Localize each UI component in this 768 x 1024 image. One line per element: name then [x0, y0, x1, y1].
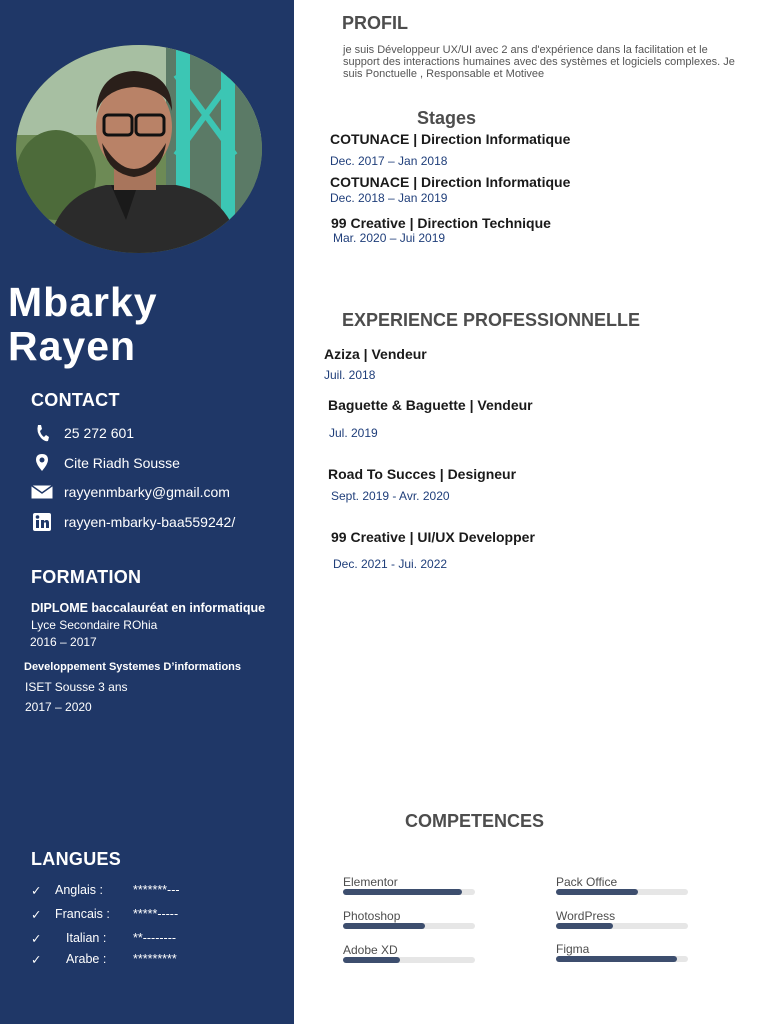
competences-title: COMPETENCES — [405, 811, 545, 831]
check-icon: ✓ — [31, 932, 42, 946]
last-name: Rayen — [8, 323, 137, 369]
stage-title: COTUNACE | Direction Informatique — [330, 131, 571, 147]
skill-name: WordPress — [556, 909, 616, 923]
skill-item — [556, 942, 688, 962]
skill-name: Figma — [556, 942, 590, 956]
language-level: **-------- — [133, 931, 177, 945]
langues-title: LANGUES — [31, 849, 122, 869]
skill-bar — [343, 889, 475, 895]
formation-dates: 2017 – 2020 — [25, 700, 92, 714]
skill-name: Adobe XD — [343, 943, 398, 957]
skill-fill — [556, 956, 677, 962]
skill-fill — [343, 923, 425, 929]
phone-icon — [31, 423, 53, 443]
skill-fill — [556, 889, 638, 895]
formation-school: ISET Sousse 3 ans — [25, 680, 128, 694]
language-name: Arabe : — [66, 952, 107, 966]
location-pin-icon — [31, 453, 53, 473]
profil-title: PROFIL — [342, 13, 408, 33]
linkedin-link[interactable]: rayyen-mbarky-baa559242/ — [64, 514, 236, 530]
contact-title: CONTACT — [31, 390, 120, 410]
experience-dates: Sept. 2019 - Avr. 2020 — [331, 489, 450, 503]
contact-email[interactable] — [31, 482, 230, 502]
skill-name: Photoshop — [343, 909, 401, 923]
skill-bar — [343, 923, 475, 929]
check-icon: ✓ — [31, 908, 42, 922]
experience-title-item: Baguette & Baguette | Vendeur — [328, 397, 533, 413]
stage-title: 99 Creative | Direction Technique — [331, 215, 551, 231]
person-name — [8, 280, 158, 368]
skill-bar — [556, 956, 688, 962]
skill-bar — [343, 957, 475, 963]
skill-fill — [343, 957, 400, 963]
stage-dates: Dec. 2017 – Jan 2018 — [330, 154, 448, 168]
stage-dates: Dec. 2018 – Jan 2019 — [330, 191, 448, 205]
contact-address — [31, 453, 180, 473]
stage-dates: Mar. 2020 – Jui 2019 — [333, 231, 446, 245]
skill-item — [556, 909, 688, 929]
phone-number: 25 272 601 — [64, 425, 135, 441]
profil-text: je suis Développeur UX/UI avec 2 ans d'expérience dans la facilitation et le support des interactions humaines avec des systèmes et logiciels complexes. Je suis Ponctuelle , Responsable et Motivee — [343, 44, 735, 80]
envelope-icon — [31, 482, 53, 502]
linkedin-icon — [31, 512, 53, 532]
language-level: *****----- — [133, 907, 179, 921]
formation-dates: 2016 – 2017 — [30, 635, 97, 649]
experience-dates: Jul. 2019 — [329, 426, 378, 440]
skill-item — [343, 909, 475, 929]
skill-bar — [556, 923, 688, 929]
skill-name: Elementor — [343, 875, 398, 889]
contact-phone[interactable] — [31, 423, 134, 443]
skill-item — [343, 943, 475, 963]
formation-title: FORMATION — [31, 567, 142, 587]
formation-degree: Developpement Systemes D’informations — [24, 661, 242, 673]
experience-title-item: 99 Creative | UI/UX Developper — [331, 529, 535, 545]
stage-title: COTUNACE | Direction Informatique — [330, 174, 571, 190]
stages-title: Stages — [417, 108, 477, 128]
skill-item — [556, 875, 688, 895]
sidebar — [0, 0, 294, 1024]
language-level: ********* — [133, 952, 177, 966]
experience-title: EXPERIENCE PROFESSIONNELLE — [342, 310, 641, 330]
address-text: Cite Riadh Sousse — [64, 455, 180, 471]
experience-title-item: Aziza | Vendeur — [324, 346, 427, 362]
profile-photo — [16, 45, 262, 253]
check-icon: ✓ — [31, 884, 42, 898]
language-name: Anglais : — [55, 883, 103, 897]
contact-linkedin[interactable] — [31, 512, 235, 532]
language-level: *******--- — [133, 883, 180, 897]
skill-fill — [343, 889, 462, 895]
language-name: Italian : — [66, 931, 107, 945]
first-name: Mbarky — [8, 279, 158, 325]
skill-name: Pack Office — [556, 875, 618, 889]
check-icon: ✓ — [31, 953, 42, 967]
skill-item — [343, 875, 475, 895]
formation-school: Lyce Secondaire ROhia — [31, 618, 158, 632]
skill-fill — [556, 923, 613, 929]
formation-degree: DIPLOME baccalauréat en informatique — [31, 601, 266, 615]
skill-bar — [556, 889, 688, 895]
experience-dates: Juil. 2018 — [324, 368, 376, 382]
experience-title-item: Road To Succes | Designeur — [328, 466, 517, 482]
language-name: Francais : — [55, 907, 110, 921]
experience-dates: Dec. 2021 - Jui. 2022 — [333, 557, 448, 571]
email-link[interactable]: rayyenmbarky@gmail.com — [64, 484, 230, 500]
